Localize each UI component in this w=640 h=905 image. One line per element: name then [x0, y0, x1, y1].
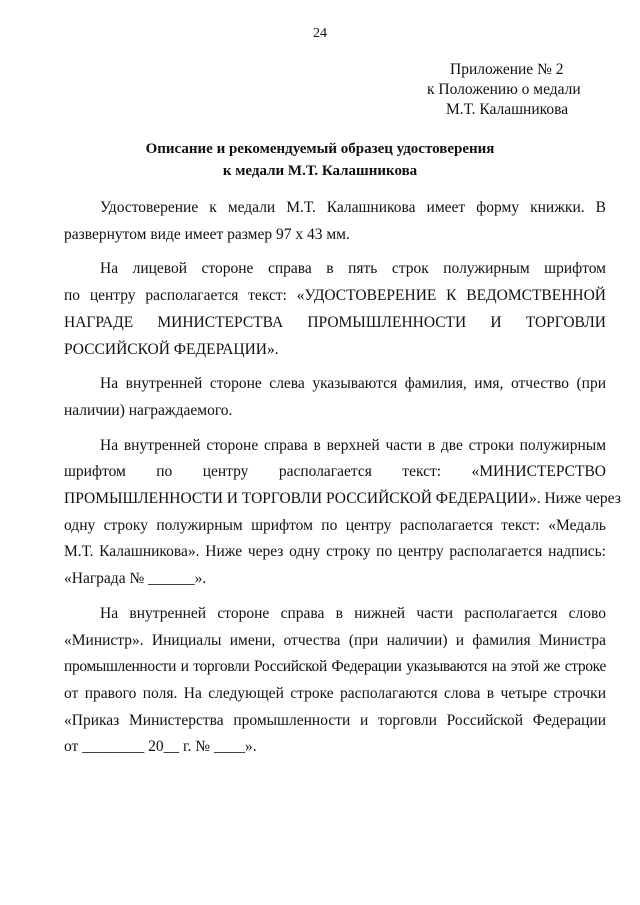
appendix-line-2: к Положению о медали: [427, 81, 581, 98]
paragraph-2: [64, 256, 606, 363]
paragraph-line: Удостоверение к медали М.Т. Калашникова имеет форму книжки. В: [100, 199, 606, 216]
appendix-line-1: Приложение № 2: [450, 61, 564, 78]
paragraph-line: На внутренней стороне справа в нижней части располагается слово: [100, 604, 606, 622]
paragraph-line: На лицевой стороне справа в пять строк полужирным шрифтом: [100, 260, 606, 278]
paragraph-3: [64, 371, 606, 424]
paragraph-line: промышленности и торговли Российской Федерации указываются на этой же строке: [64, 658, 606, 676]
document-title: [60, 138, 580, 182]
paragraph-1: [64, 195, 606, 248]
paragraph-line: наличии) награждаемого.: [64, 401, 233, 419]
paragraph-line: по центру располагается текст: «УДОСТОВЕРЕНИЕ К ВЕДОМСТВЕННОЙ: [64, 287, 606, 305]
paragraph-line: от ________ 20__ г. № ____».: [64, 738, 257, 756]
paragraph-4: [64, 433, 621, 593]
paragraph-line: На внутренней стороне слева указываются фамилия, имя, отчество (при: [100, 375, 606, 393]
appendix-line-3: М.Т. Калашникова: [446, 101, 569, 118]
paragraph-line: «Приказ Министерства промышленности и торговли Российской Федерации: [64, 711, 606, 729]
paragraph-line: «Министр». Инициалы имени, отчества (при наличии) и фамилия Министра: [64, 631, 606, 649]
paragraph-line: ПРОМЫШЛЕННОСТИ И ТОРГОВЛИ РОССИЙСКОЙ ФЕДЕРАЦИИ». Ниже через: [64, 490, 621, 508]
appendix-header: [420, 60, 620, 120]
paragraph-line: развернутом виде имеет размер 97 х 43 мм.: [64, 225, 350, 243]
paragraph-line: НАГРАДЕ МИНИСТЕРСТВА ПРОМЫШЛЕННОСТИ И ТОРГОВЛИ: [64, 313, 606, 331]
title-line-2: к медали М.Т. Калашникова: [222, 163, 418, 179]
paragraph-line: шрифтом по центру располагается текст: «МИНИСТЕРСТВО: [64, 463, 606, 481]
paragraph-line: «Награда № ______».: [64, 570, 207, 588]
paragraph-line: от правого поля. На следующей строке располагаются слова в четыре строчки: [64, 684, 606, 702]
page-number: 24: [313, 26, 327, 41]
paragraph-line: На внутренней стороне справа в верхней части в две строки полужирным: [100, 436, 606, 454]
title-line-1: Описание и рекомендуемый образец удостоверения: [145, 141, 495, 157]
paragraph-line: М.Т. Калашникова». Ниже через одну строку по центру располагается надпись:: [64, 543, 606, 561]
paragraph-5: [64, 601, 606, 761]
paragraph-line: РОССИЙСКОЙ ФЕДЕРАЦИИ».: [64, 340, 279, 358]
paragraph-line: одну строку полужирным шрифтом по центру располагается текст: «Медаль: [64, 516, 606, 534]
document-body: [64, 195, 621, 761]
